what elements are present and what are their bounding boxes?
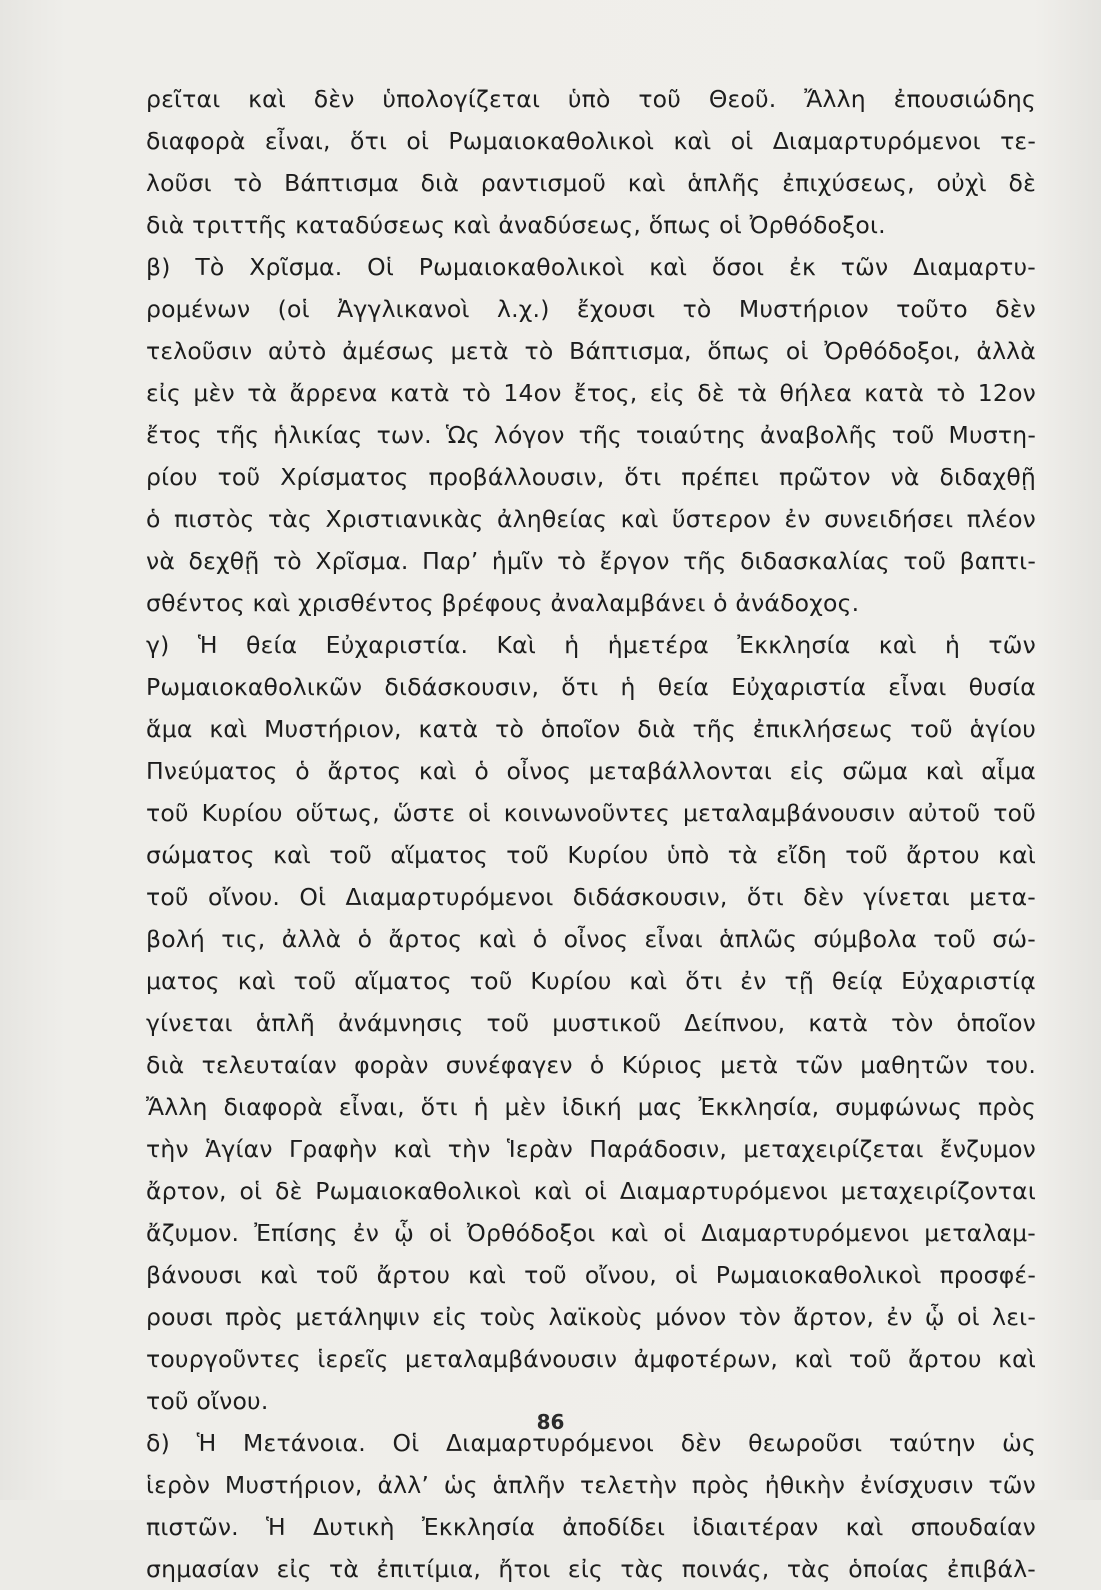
text-line: ρουσι πρὸς μετάληψιν εἰς τοὺς λαϊκοὺς μόνον τὸν ἄρτον, ἐν ᾧ οἱ λει- (146, 1303, 1036, 1331)
text-line: ματος καὶ τοῦ αἵματος τοῦ Κυρίου καὶ ὅτι ἐν τῇ θείᾳ Εὐχαριστίᾳ (146, 967, 1036, 995)
text-line: Ἄλλη διαφορὰ εἶναι, ὅτι ἡ μὲν ἰδική μας Ἐκκλησία, συμφώνως πρὸς (146, 1093, 1036, 1121)
text-line: πιστῶν. Ἡ Δυτικὴ Ἐκκλησία ἀποδίδει ἰδιαιτέραν καὶ σπουδαίαν (146, 1513, 1036, 1541)
text-line: γ) Ἡ θεία Εὐχαριστία. Καὶ ἡ ἡμετέρα Ἐκκλησία καὶ ἡ τῶν (146, 631, 1036, 659)
text-line: σθέντος καὶ χρισθέντος βρέφους ἀναλαμβάνει ὁ ἀνάδοχος. (146, 589, 860, 617)
text-line: ρίου τοῦ Χρίσματος προβάλλουσιν, ὅτι πρέπει πρῶτον νὰ διδαχθῇ (146, 463, 1036, 491)
text-line: διὰ τριττῆς καταδύσεως καὶ ἀναδύσεως, ὅπως οἱ Ὀρθόδοξοι. (146, 211, 886, 239)
text-line: ἅμα καὶ Μυστήριον, κατὰ τὸ ὁποῖον διὰ τῆς ἐπικλήσεως τοῦ ἁγίου (146, 715, 1036, 743)
text-line: ρεῖται καὶ δὲν ὑπολογίζεται ὑπὸ τοῦ Θεοῦ. Ἄλλη ἐπουσιώδης (146, 85, 1036, 113)
text-line: ἱερὸν Μυστήριον, ἀλλ’ ὡς ἁπλῆν τελετὴν πρὸς ἠθικὴν ἐνίσχυσιν τῶν (146, 1471, 1036, 1499)
text-line: τελοῦσιν αὐτὸ ἀμέσως μετὰ τὸ Βάπτισμα, ὅπως οἱ Ὀρθόδοξοι, ἀλλὰ (146, 337, 1036, 365)
text-line: ἄζυμον. Ἐπίσης ἐν ᾧ οἱ Ὀρθόδοξοι καὶ οἱ Διαμαρτυρόμενοι μεταλαμ- (146, 1219, 1036, 1247)
text-line: βολή τις, ἀλλὰ ὁ ἄρτος καὶ ὁ οἶνος εἶναι ἁπλῶς σύμβολα τοῦ σώ- (146, 925, 1036, 953)
text-line: γίνεται ἁπλῆ ἀνάμνησις τοῦ μυστικοῦ Δείπνου, κατὰ τὸν ὁποῖον (146, 1009, 1036, 1037)
text-line: σώματος καὶ τοῦ αἵματος τοῦ Κυρίου ὑπὸ τὰ εἴδη τοῦ ἄρτου καὶ (146, 841, 1036, 869)
text-line: Ρωμαιοκαθολικῶν διδάσκουσιν, ὅτι ἡ θεία Εὐχαριστία εἶναι θυσία (146, 673, 1036, 701)
text-line: τὴν Ἁγίαν Γραφὴν καὶ τὴν Ἱερὰν Παράδοσιν, μεταχειρίζεται ἔνζυμον (146, 1135, 1036, 1163)
page-number: 86 (536, 1410, 565, 1434)
text-line: ἔτος τῆς ἡλικίας των. Ὡς λόγον τῆς τοιαύτης ἀναβολῆς τοῦ Μυστη- (146, 421, 1036, 449)
text-line: βάνουσι καὶ τοῦ ἄρτου καὶ τοῦ οἴνου, οἱ Ρωμαιοκαθολικοὶ προσφέ- (146, 1261, 1036, 1289)
text-line: σημασίαν εἰς τὰ ἐπιτίμια, ἤτοι εἰς τὰς ποινάς, τὰς ὁποίας ἐπιβάλ- (146, 1555, 1036, 1583)
text-line: τοῦ οἴνου. Οἱ Διαμαρτυρόμενοι διδάσκουσιν, ὅτι δὲν γίνεται μετα- (146, 883, 1036, 911)
text-line: νὰ δεχθῇ τὸ Χρῖσμα. Παρ’ ἡμῖν τὸ ἔργον τῆς διδασκαλίας τοῦ βαπτι- (146, 547, 1036, 575)
text-line: Πνεύματος ὁ ἄρτος καὶ ὁ οἶνος μεταβάλλονται εἰς σῶμα καὶ αἷμα (146, 757, 1036, 785)
text-line: τουργοῦντες ἱερεῖς μεταλαμβάνουσιν ἀμφοτέρων, καὶ τοῦ ἄρτου καὶ (146, 1345, 1036, 1373)
text-line: ὁ πιστὸς τὰς Χριστιανικὰς ἀληθείας καὶ ὕστερον ἐν συνειδήσει πλέον (146, 505, 1036, 533)
text-line: λοῦσι τὸ Βάπτισμα διὰ ραντισμοῦ καὶ ἁπλῆς ἐπιχύσεως, οὐχὶ δὲ (146, 169, 1036, 197)
body-text (146, 78, 1036, 1590)
text-line: διὰ τελευταίαν φορὰν συνέφαγεν ὁ Κύριος μετὰ τῶν μαθητῶν του. (146, 1051, 1036, 1079)
text-line: δ) Ἡ Μετάνοια. Οἱ Διαμαρτυρόμενοι δὲν θεωροῦσι ταύτην ὡς (146, 1429, 1036, 1457)
text-line: εἰς μὲν τὰ ἄρρενα κατὰ τὸ 14ον ἔτος, εἰς δὲ τὰ θήλεα κατὰ τὸ 12ον (146, 379, 1036, 407)
text-line: τοῦ οἴνου. (146, 1387, 269, 1415)
text-line: β) Τὸ Χρῖσμα. Οἱ Ρωμαιοκαθολικοὶ καὶ ὅσοι ἐκ τῶν Διαμαρτυ- (146, 253, 1036, 281)
text-line: τοῦ Κυρίου οὕτως, ὥστε οἱ κοινωνοῦντες μεταλαμβάνουσιν αὐτοῦ τοῦ (146, 799, 1036, 827)
text-line: διαφορὰ εἶναι, ὅτι οἱ Ρωμαιοκαθολικοὶ καὶ οἱ Διαμαρτυρόμενοι τε- (146, 127, 1036, 155)
text-line: ἄρτον, οἱ δὲ Ρωμαιοκαθολικοὶ καὶ οἱ Διαμαρτυρόμενοι μεταχειρίζονται (146, 1177, 1036, 1205)
text-line: ρομένων (οἱ Ἀγγλικανοὶ λ.χ.) ἔχουσι τὸ Μυστήριον τοῦτο δὲν (146, 295, 1036, 323)
